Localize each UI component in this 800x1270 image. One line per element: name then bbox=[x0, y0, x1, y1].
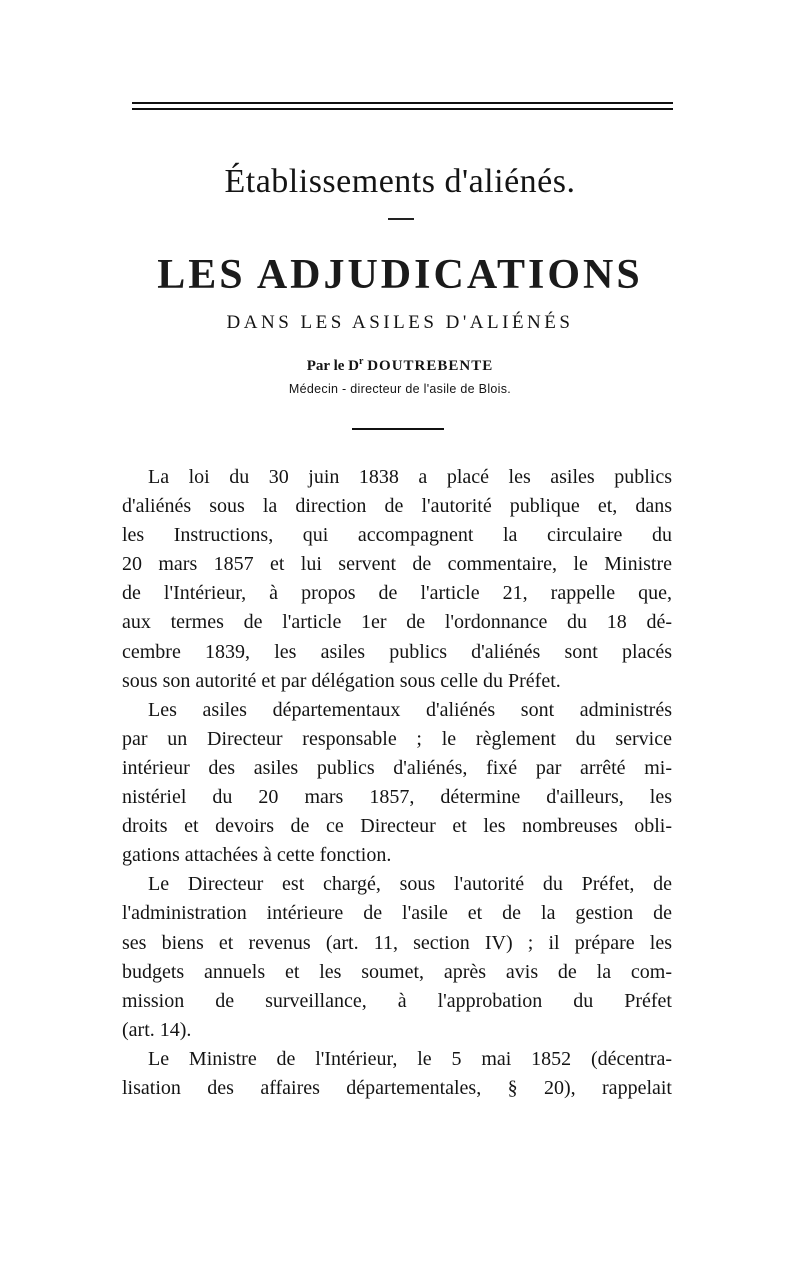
section-title: Établissements d'aliénés. bbox=[224, 163, 576, 200]
text-line: budgets annuels et les soumet, après avis de la com- bbox=[122, 960, 672, 983]
text-line: Les asiles départementaux d'aliénés sont administrés bbox=[148, 698, 672, 721]
author-title-sup: r bbox=[358, 356, 364, 367]
header-rule-bottom bbox=[132, 108, 673, 110]
author-affiliation: Médecin - directeur de l'asile de Blois. bbox=[288, 382, 512, 396]
section-separator bbox=[352, 428, 444, 430]
text-line: mission de surveillance, à l'approbation du Préfet bbox=[122, 989, 672, 1012]
text-line: gations attachées à cette fonction. bbox=[122, 844, 392, 867]
text-line: aux termes de l'article 1er de l'ordonnance du 18 dé- bbox=[122, 611, 672, 634]
text-line: ses biens et revenus (art. 11, section IV) ; il prépare les bbox=[122, 931, 672, 954]
text-line: sous son autorité et par délégation sous celle du Préfet. bbox=[122, 669, 561, 692]
article-title: LES ADJUDICATIONS bbox=[157, 252, 643, 298]
text-line: droits et devoirs de ce Directeur et les nombreuses obli- bbox=[122, 815, 672, 838]
text-line: cembre 1839, les asiles publics d'aliénés sont placés bbox=[122, 640, 672, 663]
text-line: intérieur des asiles publics d'aliénés, fixé par arrêté mi- bbox=[122, 756, 672, 779]
article-subtitle: DANS LES ASILES D'ALIÉNÉS bbox=[226, 312, 574, 333]
text-line: Le Directeur est chargé, sous l'autorité du Préfet, de bbox=[148, 873, 672, 896]
author-line bbox=[0, 356, 800, 375]
text-line: les Instructions, qui accompagnent la circulaire du bbox=[122, 524, 672, 547]
author-prefix: Par le D bbox=[306, 358, 359, 374]
text-line: de l'Intérieur, à propos de l'article 21, rappelle que, bbox=[122, 582, 672, 605]
title-dash bbox=[388, 218, 414, 220]
header-rule-top bbox=[132, 102, 673, 104]
body-text bbox=[122, 463, 672, 1103]
text-line: lisation des affaires départementales, § 20), rappelait bbox=[122, 1076, 672, 1099]
text-line: d'aliénés sous la direction de l'autorité publique et, dans bbox=[122, 495, 672, 518]
text-line: par un Directeur responsable ; le règlement du service bbox=[122, 727, 672, 750]
text-line: nistériel du 20 mars 1857, détermine d'ailleurs, les bbox=[122, 786, 672, 809]
author-name: DOUTREBENTE bbox=[367, 358, 494, 374]
text-line: (art. 14). bbox=[122, 1018, 192, 1041]
text-line: Le Ministre de l'Intérieur, le 5 mai 1852 (décentra- bbox=[148, 1047, 672, 1070]
text-line: l'administration intérieure de l'asile et de la gestion de bbox=[122, 902, 672, 925]
text-line: 20 mars 1857 et lui servent de commentaire, le Ministre bbox=[122, 553, 672, 576]
text-line: La loi du 30 juin 1838 a placé les asiles publics bbox=[148, 466, 672, 488]
